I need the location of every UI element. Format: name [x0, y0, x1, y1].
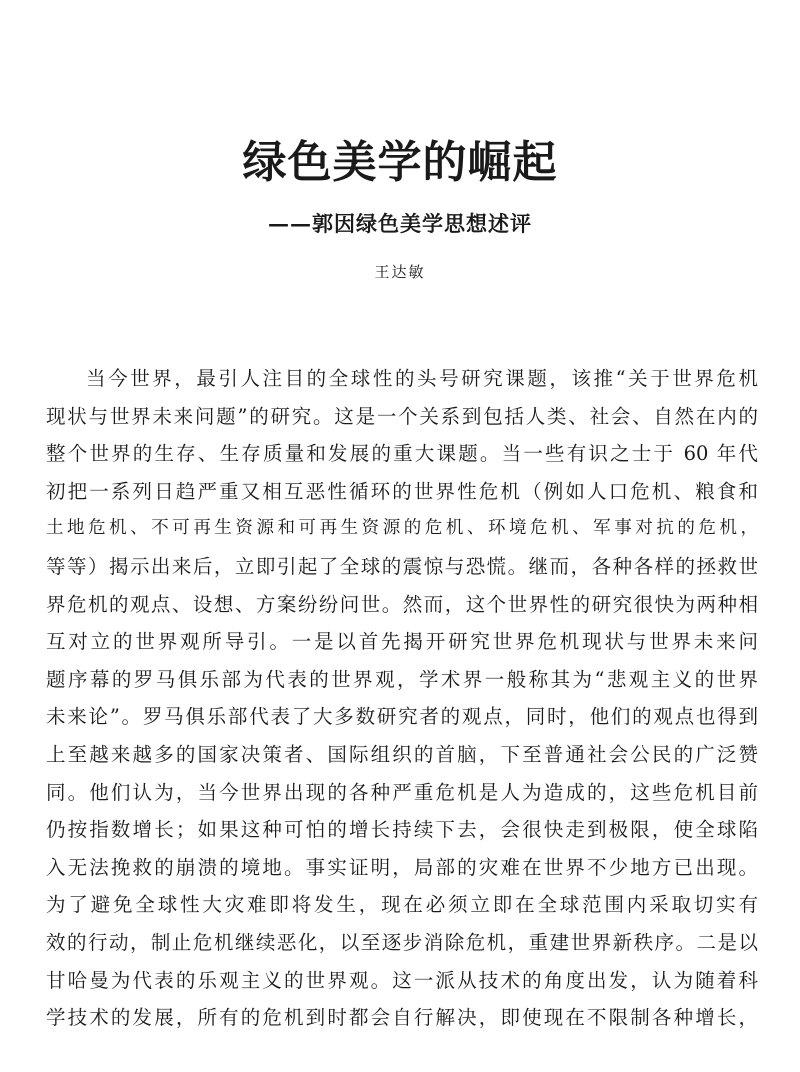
- article-author: 王达敏: [374, 263, 426, 281]
- body-line: 入无法挽救的崩溃的境地。事实证明，局部的灾难在世界不少地方已出现。: [46, 855, 758, 879]
- article-title: 绿色美学的崛起: [242, 137, 558, 188]
- article-body: [46, 360, 758, 1037]
- body-line: 土地危机、不可再生资源和可再生资源的危机、环境危机、军事对抗的危机，: [46, 518, 758, 539]
- body-line: 当今世界，最引人注目的全球性的头号研究课题，该推“关于世界危机: [86, 367, 758, 390]
- body-line: 为了避免全球性大灾难即将发生，现在必须立即在全球范围内采取切实有: [46, 893, 758, 917]
- body-line: 效的行动，制止危机继续恶化，以至逐步消除危机，重建世界新秩序。二是以: [46, 930, 758, 954]
- body-line: 同。他们认为，当今世界出现的各种严重危机是人为造成的，这些危机目前: [46, 780, 758, 804]
- body-line: 仍按指数增长；如果这种可怕的增长持续下去，会很快走到极限，使全球陷: [46, 818, 758, 842]
- body-line: 题序幕的罗马俱乐部为代表的世界观，学术界一般称其为“悲观主义的世界: [46, 667, 758, 691]
- body-line: 初把一系列日趋严重又相互恶性循环的世界性危机（例如人口危机、粮食和: [46, 479, 758, 503]
- article-subtitle: ——郭因绿色美学思想述评: [268, 211, 532, 236]
- body-line: 学技术的发展，所有的危机到时都会自行解决，即使现在不限制各种增长，: [46, 1006, 758, 1030]
- body-line: 界危机的观点、设想、方案纷纷问世。然而，这个世界性的研究很快为两种相: [46, 592, 758, 616]
- body-line: 现状与世界未来问题”的研究。这是一个关系到包括人类、社会、自然在内的: [46, 404, 758, 428]
- body-line: 未来论”。罗马俱乐部代表了大多数研究者的观点，同时，他们的观点也得到: [46, 705, 758, 729]
- body-line: 互对立的世界观所导引。一是以首先揭开研究世界危机现状与世界未来问: [46, 630, 758, 654]
- body-line: 等等）揭示出来后，立即引起了全球的震惊与恐慌。继而，各种各样的拯救世: [46, 554, 758, 578]
- body-line: 甘哈曼为代表的乐观主义的世界观。这一派从技术的角度出发，认为随着科: [46, 968, 758, 992]
- body-line: 上至越来越多的国家决策者、国际组织的首脑，下至普通社会公民的广泛赞: [46, 742, 758, 766]
- body-line: 整个世界的生存、生存质量和发展的重大课题。当一些有识之士于 60 年代: [46, 442, 758, 466]
